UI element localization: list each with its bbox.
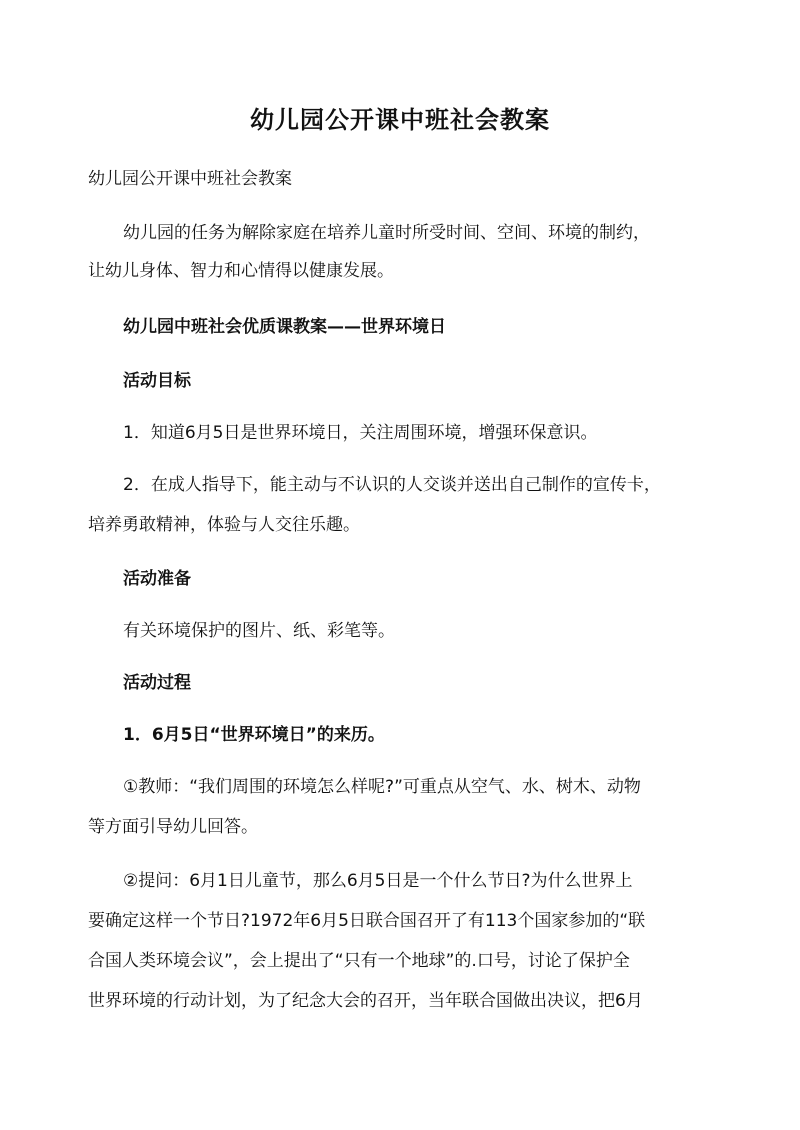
question-line-4: 世界环境的行动计划，为了纪念大会的召开，当年联合国做出决议，把6月 (88, 991, 643, 1011)
prep-text: 有关环境保护的图片、纸、彩笔等。 (123, 621, 395, 641)
goal-2-line-2: 培养勇敢精神，体验与人交往乐趣。 (88, 515, 360, 535)
intro-line-1: 幼儿园的任务为解除家庭在培养儿童时所受时间、空间、环境的制约， (123, 223, 650, 243)
section-heading: 幼儿园中班社会优质课教案——世界环境日 (123, 317, 446, 337)
document-title: 幼儿园公开课中班社会教案 (250, 106, 550, 134)
teacher-line-1: ①教师：“我们周围的环境怎么样呢?”可重点从空气、水、树木、动物 (123, 777, 641, 797)
goal-1: 1．知道6月5日是世界环境日，关注周围环境，增强环保意识。 (123, 423, 598, 443)
question-line-1: ②提问：6月1日儿童节，那么6月5日是一个什么节日?为什么世界上 (123, 871, 633, 891)
process-heading: 活动过程 (123, 673, 191, 693)
question-line-3: 合国人类环境会议”，会上提出了“只有一个地球”的.口号，讨论了保护全 (88, 951, 630, 971)
teacher-line-2: 等方面引导幼儿回答。 (88, 817, 258, 837)
intro-line-2: 让幼儿身体、智力和心情得以健康发展。 (88, 261, 394, 281)
goals-heading: 活动目标 (123, 371, 191, 391)
step-1-heading: 1．6月5日“世界环境日”的来历。 (123, 725, 385, 745)
goal-2-line-1: 2．在成人指导下，能主动与不认识的人交谈并送出自己制作的宣传卡， (123, 475, 661, 495)
document-subtitle: 幼儿园公开课中班社会教案 (88, 169, 292, 189)
prep-heading: 活动准备 (123, 569, 191, 589)
question-line-2: 要确定这样一个节日?1972年6月5日联合国召开了有113个国家参加的“联 (88, 911, 646, 931)
